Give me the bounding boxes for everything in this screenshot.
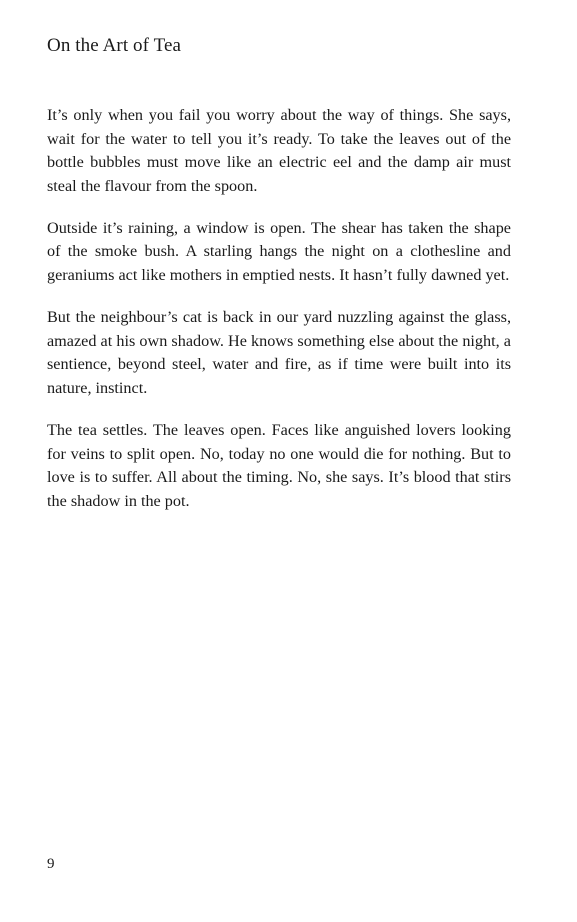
poem-paragraph-3: But the neighbour’s cat is back in our yard nuzzling against the glass, amazed at his own shadow. He knows something else about the night, a sentience, beyond steel, water and fire, as if time were built into its nature, instinct. bbox=[47, 308, 511, 397]
poem-body bbox=[47, 104, 511, 532]
poem-paragraph-2: Outside it’s raining, a window is open. The shear has taken the shape of the smoke bush. A starling hangs the night on a clothesline and geraniums act like mothers in emptied nests. It hasn’t fully dawned yet. bbox=[47, 218, 511, 285]
poem-paragraph-1: It’s only when you fail you worry about the way of things. She says, wait for the water to tell you it’s ready. To take the leaves out of the bottle bubbles must move like an electric eel and the damp air must steal the flavour from the spoon. bbox=[47, 106, 511, 195]
page-number: 9 bbox=[47, 856, 55, 872]
poem-paragraph-4: The tea settles. The leaves open. Faces like anguished lovers looking for veins to split open. No, today no one would die for nothing. But to love is to suffer. All about the timing. No, she says. It’s blood that stirs the shadow in the pot. bbox=[47, 421, 511, 510]
poem-title: On the Art of Tea bbox=[47, 35, 182, 56]
